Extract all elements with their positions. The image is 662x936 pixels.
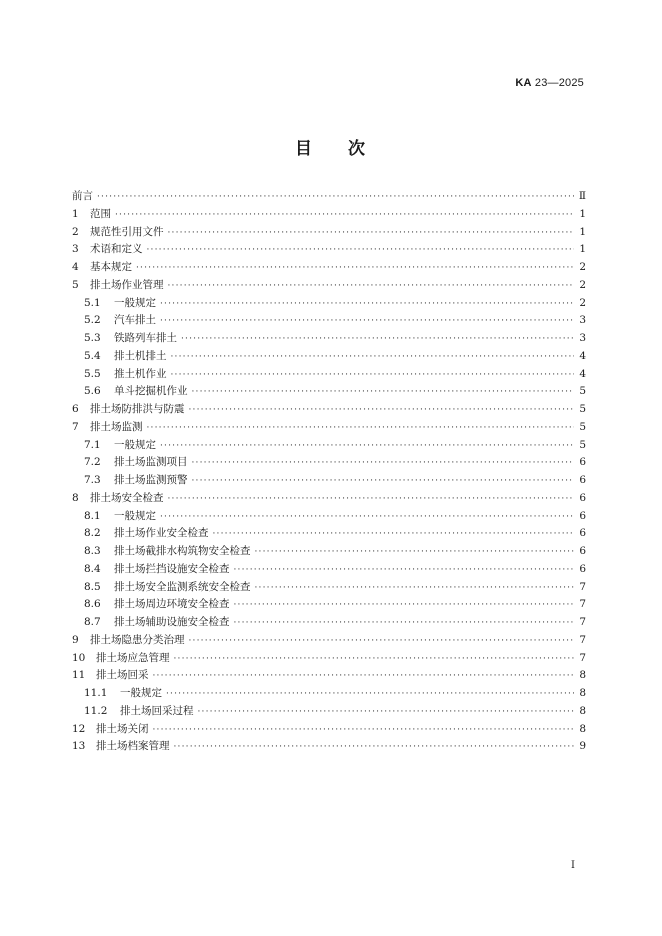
toc-entry[interactable]: [72, 703, 586, 721]
toc-entry-page: 1: [579, 243, 586, 256]
toc-entry-page: 6: [579, 474, 586, 486]
toc-entry-number: 4: [72, 261, 79, 273]
toc-entry-label: 排土场作业管理: [90, 278, 164, 291]
toc-leader-dots: [234, 618, 575, 628]
toc-entry-label: 一般规定: [114, 438, 156, 451]
toc-leader-dots: [189, 636, 575, 646]
toc-entry-page: 7: [579, 616, 586, 628]
toc-entry-page: 7: [579, 598, 586, 611]
toc-entry-label: 单斗挖掘机作业: [114, 385, 188, 398]
toc-entry-number: 11.2: [84, 704, 108, 717]
toc-entry-number: 10: [72, 651, 86, 664]
toc-entry-number: 5.5: [84, 367, 101, 380]
toc-entry[interactable]: [72, 259, 586, 277]
toc-entry-label: 排土场辅助设施安全检查: [114, 616, 230, 628]
toc-entry-page: 1: [579, 207, 586, 220]
toc-entry-label: 前言: [72, 190, 93, 202]
toc-entry-number: 5.4: [84, 349, 101, 362]
toc-entry[interactable]: [72, 543, 586, 561]
toc-entry-page: 4: [579, 367, 586, 380]
toc-leader-dots: [189, 405, 575, 415]
toc-entry-number: 8.7: [84, 616, 101, 628]
toc-leader-dots: [171, 370, 575, 380]
toc-entry-number: 5.1: [84, 296, 101, 309]
toc-entry[interactable]: [72, 579, 586, 597]
toc-leader-dots: [160, 441, 574, 451]
toc-entry[interactable]: [72, 348, 586, 366]
toc-entry-label: 一般规定: [120, 687, 162, 699]
toc-entry-number: 8.3: [84, 545, 101, 557]
toc-leader-dots: [160, 512, 574, 522]
toc-entry-number: 11: [72, 669, 86, 682]
toc-entry[interactable]: [72, 685, 586, 703]
toc-entry-page: 6: [579, 491, 586, 504]
toc-entry[interactable]: [72, 206, 586, 224]
toc-entry[interactable]: [72, 632, 586, 650]
toc-entry-page: 8: [579, 722, 586, 735]
toc-entry-number: 11.1: [84, 687, 108, 699]
toc-leader-dots: [168, 281, 575, 291]
toc-entry-number: 5.2: [84, 314, 101, 327]
toc-entry-page: 5: [579, 403, 586, 415]
toc-entry-number: 5.6: [84, 385, 101, 398]
toc-entry-page: 2: [579, 278, 586, 291]
page-number: I: [571, 860, 575, 871]
toc-leader-dots: [174, 654, 575, 664]
toc-entry-page: 6: [579, 545, 586, 557]
toc-entry-page: 7: [579, 580, 586, 593]
toc-leader-dots: [168, 494, 575, 504]
toc-entry-page: 7: [579, 651, 586, 664]
toc-leader-dots: [192, 458, 575, 468]
toc-entry-page: 5: [579, 420, 586, 433]
toc-entry[interactable]: [72, 419, 586, 437]
toc-entry[interactable]: [72, 312, 586, 330]
toc-entry-page: 8: [579, 687, 586, 699]
toc-entry-label: 排土场应急管理: [96, 651, 170, 664]
toc-entry-label: 基本规定: [90, 261, 132, 273]
toc-entry-number: 5.3: [84, 332, 101, 344]
toc-leader-dots: [192, 476, 575, 486]
toc-entry[interactable]: [72, 667, 586, 685]
toc-entry[interactable]: [72, 437, 586, 455]
toc-entry[interactable]: [72, 472, 586, 490]
toc-entry-page: 9: [579, 740, 586, 753]
toc-entry-page: 6: [579, 562, 586, 575]
toc-entry-page: 3: [579, 332, 586, 344]
toc-entry[interactable]: [72, 650, 586, 668]
toc-entry[interactable]: [72, 366, 586, 384]
toc-entry-page: 6: [579, 527, 586, 540]
toc-entry-label: 排土机排土: [114, 349, 167, 362]
toc-entry[interactable]: [72, 454, 586, 472]
toc-entry-label: 排土场回采: [96, 669, 149, 682]
toc-leader-dots: [97, 192, 574, 202]
toc-entry-page: 6: [579, 509, 586, 522]
toc-entry-label: 规范性引用文件: [90, 225, 164, 238]
toc-leader-dots: [255, 583, 575, 593]
toc-entry[interactable]: [72, 401, 586, 419]
toc-entry[interactable]: [72, 721, 586, 739]
toc-leader-dots: [166, 689, 574, 699]
toc-entry[interactable]: [72, 241, 586, 259]
toc-title: [0, 134, 662, 159]
toc-entry-label: 铁路列车排土: [114, 332, 177, 344]
toc-entry-label: 排土场安全检查: [90, 491, 164, 504]
toc-entry-number: 7: [72, 420, 79, 433]
toc-entry[interactable]: [72, 561, 586, 579]
toc-entry-label: 汽车排土: [114, 314, 156, 327]
standard-code: [515, 77, 584, 89]
toc-entry-page: 5: [579, 438, 586, 451]
toc-entry-number: 12: [72, 722, 86, 735]
toc-leader-dots: [171, 352, 575, 362]
toc-entry-number: 3: [72, 243, 79, 256]
toc-entry-label: 推土机作业: [114, 367, 167, 380]
toc-entry[interactable]: [72, 295, 586, 313]
toc-entry-page: 8: [579, 669, 586, 682]
standard-code-prefix: KA: [515, 77, 532, 89]
toc-entry-number: 7.3: [84, 474, 101, 486]
toc-entry[interactable]: [72, 490, 586, 508]
toc-leader-dots: [153, 725, 575, 735]
toc-entry-page: 7: [579, 633, 586, 646]
toc-entry-label: 排土场监测项目: [114, 456, 188, 469]
toc-entry-label: 排土场关闭: [96, 722, 149, 735]
toc-entry-number: 1: [72, 207, 79, 220]
toc-leader-dots: [147, 245, 575, 255]
toc-leader-dots: [234, 600, 575, 610]
toc-leader-dots: [234, 565, 575, 575]
toc-entry-number: 8.2: [84, 527, 101, 540]
toc-entry-page: 2: [579, 261, 586, 273]
standard-code-number: 23—2025: [534, 77, 584, 89]
toc-entry[interactable]: [72, 596, 586, 614]
toc-entry-label: 术语和定义: [90, 243, 143, 256]
toc-leader-dots: [160, 299, 574, 309]
toc-entry[interactable]: [72, 383, 586, 401]
toc-leader-dots: [192, 387, 575, 397]
toc-entry-label: 排土场档案管理: [96, 740, 170, 753]
toc-leader-dots: [213, 529, 575, 539]
toc-leader-dots: [255, 547, 575, 557]
toc-entry-label: 排土场防排洪与防震: [90, 403, 185, 415]
toc-entry[interactable]: [72, 224, 586, 242]
toc-leader-dots: [181, 334, 574, 344]
toc-entry-number: 7.2: [84, 456, 101, 469]
toc-entry-number: 2: [72, 225, 79, 238]
toc-entry[interactable]: [72, 508, 586, 526]
toc-title-char-2: 次: [348, 139, 367, 159]
toc-title-char-1: 目: [295, 139, 314, 159]
toc-leader-dots: [147, 423, 575, 433]
toc-entry-number: 13: [72, 740, 86, 753]
toc-entry-page: 8: [579, 704, 586, 717]
toc-entry[interactable]: [72, 614, 586, 632]
toc-entry-label: 排土场监测预警: [114, 474, 188, 486]
toc-entry-page: Ⅱ: [578, 190, 586, 202]
toc-entry-number: 8: [72, 491, 79, 504]
toc-entry-label: 排土场作业安全检查: [114, 527, 209, 540]
toc-entry-number: 9: [72, 633, 79, 646]
toc-leader-dots: [198, 707, 575, 717]
toc-entry-number: 7.1: [84, 438, 101, 451]
toc-entry-number: 8.5: [84, 580, 101, 593]
toc-entry-label: 排土场监测: [90, 420, 143, 433]
toc-entry-number: 6: [72, 403, 79, 415]
toc-entry[interactable]: [72, 525, 586, 543]
toc-entry[interactable]: [72, 188, 586, 206]
toc-entry-number: 8.6: [84, 598, 101, 611]
toc-entry[interactable]: [72, 738, 586, 756]
toc-entry-label: 排土场截排水构筑物安全检查: [114, 545, 251, 557]
toc-entry-label: 排土场隐患分类治理: [90, 633, 185, 646]
toc-entry-page: 4: [579, 349, 586, 362]
toc-entry-label: 排土场回采过程: [120, 704, 194, 717]
table-of-contents: [72, 188, 586, 756]
toc-leader-dots: [115, 210, 574, 220]
toc-leader-dots: [174, 742, 575, 752]
toc-entry-page: 5: [579, 385, 586, 398]
toc-entry-label: 排土场安全监测系统安全检查: [114, 580, 251, 593]
toc-entry-number: 8.4: [84, 562, 101, 575]
toc-entry-number: 5: [72, 278, 79, 291]
toc-entry-page: 1: [579, 225, 586, 238]
toc-entry-label: 范围: [90, 207, 111, 220]
toc-entry[interactable]: [72, 330, 586, 348]
toc-leader-dots: [136, 263, 574, 273]
toc-leader-dots: [153, 671, 575, 681]
toc-entry[interactable]: [72, 277, 586, 295]
toc-entry-label: 一般规定: [114, 296, 156, 309]
toc-entry-page: 3: [579, 314, 586, 327]
toc-entry-label: 排土场周边环境安全检查: [114, 598, 230, 611]
toc-leader-dots: [160, 316, 574, 326]
toc-entry-label: 一般规定: [114, 509, 156, 522]
toc-entry-page: 6: [579, 456, 586, 469]
toc-leader-dots: [168, 228, 575, 238]
toc-entry-page: 2: [579, 296, 586, 309]
toc-entry-label: 排土场拦挡设施安全检查: [114, 562, 230, 575]
toc-entry-number: 8.1: [84, 509, 101, 522]
